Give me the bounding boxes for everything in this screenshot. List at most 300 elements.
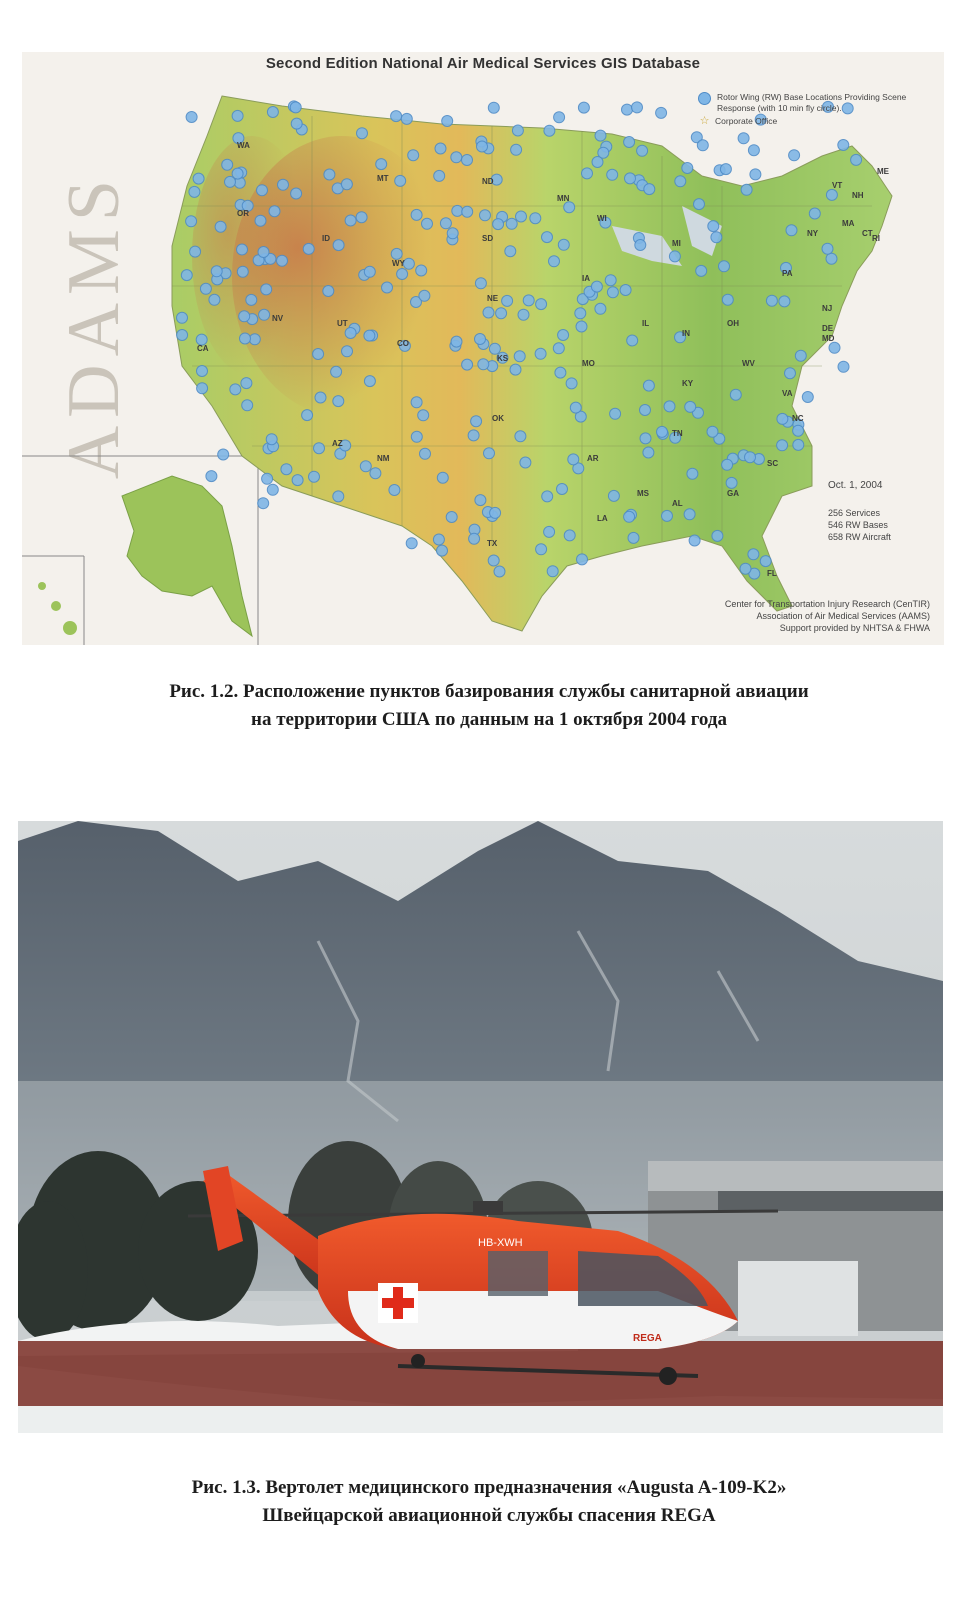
- star-icon: ☆: [699, 115, 710, 127]
- rw-base-dot: [748, 145, 759, 156]
- rw-base-dot: [364, 376, 375, 387]
- rw-base-dot: [644, 184, 655, 195]
- state-label: ME: [877, 167, 889, 176]
- rw-base-dot: [624, 137, 635, 148]
- rw-base-dot: [851, 154, 862, 165]
- rw-base-dot: [261, 284, 272, 295]
- rw-base-dot: [779, 296, 790, 307]
- rw-base-dot: [277, 255, 288, 266]
- state-label: CT: [862, 229, 873, 238]
- rw-base-dot: [591, 281, 602, 292]
- state-label: MA: [842, 219, 855, 228]
- rw-base-dot: [257, 185, 268, 196]
- rw-base-dot: [741, 184, 752, 195]
- caption-line-1: Рис. 1.3. Вертолет медицинского предназначения «Augusta A-109-K2»: [191, 1477, 787, 1498]
- rw-base-dot: [643, 447, 654, 458]
- rw-base-dot: [484, 448, 495, 459]
- rw-base-dot: [240, 333, 251, 344]
- rw-base-dot: [514, 351, 525, 362]
- rw-base-dot: [249, 334, 260, 345]
- rw-base-dot: [488, 102, 499, 113]
- rw-base-dot: [682, 163, 693, 174]
- rw-base-dot: [267, 484, 278, 495]
- rw-base-dot: [549, 256, 560, 267]
- rw-base-dot: [575, 308, 586, 319]
- rw-base-dot: [193, 173, 204, 184]
- rw-base-dot: [793, 439, 804, 450]
- rw-base-dot: [382, 282, 393, 293]
- rw-base-dot: [512, 125, 523, 136]
- state-label: DE: [822, 324, 834, 333]
- rw-base-dot: [258, 498, 269, 509]
- state-label: OH: [727, 319, 739, 328]
- rw-base-dot: [437, 545, 448, 556]
- rw-base-dot: [406, 538, 417, 549]
- rw-base-dot: [689, 535, 700, 546]
- state-label: NJ: [822, 304, 833, 313]
- rw-base-dot: [745, 452, 756, 463]
- rw-base-dot: [239, 311, 250, 322]
- blue-circle-icon: [698, 92, 711, 105]
- rw-base-dot: [694, 199, 705, 210]
- state-label: WV: [742, 359, 755, 368]
- state-label: WA: [237, 141, 250, 150]
- rw-base-dot: [462, 206, 473, 217]
- stat-rw-aircraft: 658 RW Aircraft: [828, 532, 891, 542]
- rw-base-dot: [376, 159, 387, 170]
- rw-base-dot: [610, 408, 621, 419]
- state-label: OK: [492, 414, 504, 423]
- rw-base-dot: [411, 431, 422, 442]
- state-label: VA: [782, 389, 793, 398]
- rw-base-dot: [740, 563, 751, 574]
- rw-base-dot: [505, 246, 516, 257]
- rw-base-dot: [416, 265, 427, 276]
- caption-line-2: Швейцарской авиационной службы спасения REGA: [262, 1505, 716, 1526]
- rw-base-dot: [493, 219, 504, 230]
- rw-base-dot: [838, 361, 849, 372]
- rw-base-dot: [356, 212, 367, 223]
- state-label: OR: [237, 209, 249, 218]
- rw-base-dot: [200, 283, 211, 294]
- rw-base-dot: [793, 425, 804, 436]
- state-label: MI: [672, 239, 681, 248]
- rw-base-dot: [802, 392, 813, 403]
- state-label: ID: [322, 234, 330, 243]
- rw-base-dot: [469, 533, 480, 544]
- legend-label-rw-base: Rotor Wing (RW) Base Locations Providing Scene Response (with 10 min fly circle).: [717, 92, 907, 113]
- rw-base-dot: [206, 471, 217, 482]
- rw-base-dot: [657, 426, 668, 437]
- rw-base-dot: [442, 116, 453, 127]
- rw-base-dot: [333, 396, 344, 407]
- rw-base-dot: [722, 459, 733, 470]
- state-label: ND: [482, 177, 494, 186]
- rw-base-dot: [391, 248, 402, 259]
- map-title: Second Edition National Air Medical Services GIS Database: [265, 55, 701, 72]
- rw-base-dot: [186, 216, 197, 227]
- rw-base-dot: [760, 556, 771, 567]
- figure-1-3-caption: [0, 1474, 978, 1530]
- rw-base-dot: [520, 457, 531, 468]
- rw-base-dot: [669, 251, 680, 262]
- rw-base-dot: [440, 218, 451, 229]
- legend-item-rw-base: [698, 92, 938, 114]
- state-label: NY: [807, 229, 819, 238]
- rw-base-dot: [462, 155, 473, 166]
- state-label: NV: [272, 314, 284, 323]
- state-label: RI: [872, 234, 880, 243]
- rw-base-dot: [607, 169, 618, 180]
- rw-base-dot: [447, 228, 458, 239]
- state-label: IN: [682, 329, 690, 338]
- rw-base-dot: [418, 410, 429, 421]
- rw-base-dot: [258, 247, 269, 258]
- rw-base-dot: [595, 130, 606, 141]
- rw-base-dot: [554, 112, 565, 123]
- rw-base-dot: [333, 240, 344, 251]
- rw-base-dot: [451, 336, 462, 347]
- rw-base-dot: [711, 232, 722, 243]
- state-label: CO: [397, 339, 409, 348]
- rw-base-dot: [777, 440, 788, 451]
- rw-base-dot: [542, 232, 553, 243]
- rw-base-dot: [408, 150, 419, 161]
- rw-base-dot: [471, 416, 482, 427]
- state-label: MT: [377, 174, 389, 183]
- rw-base-dot: [576, 321, 587, 332]
- rw-base-dot: [255, 215, 266, 226]
- rw-base-dot: [664, 401, 675, 412]
- map-credits: [725, 598, 930, 634]
- rw-base-dot: [237, 244, 248, 255]
- rw-base-dot: [262, 473, 273, 484]
- rw-base-dot: [302, 410, 313, 421]
- rw-base-dot: [291, 118, 302, 129]
- rw-base-dot: [186, 112, 197, 123]
- rw-base-dot: [547, 566, 558, 577]
- rw-base-dot: [518, 309, 529, 320]
- rw-base-dot: [490, 507, 501, 518]
- rw-base-dot: [197, 366, 208, 377]
- rw-base-dot: [577, 554, 588, 565]
- rw-base-dot: [684, 509, 695, 520]
- rw-base-dot: [462, 359, 473, 370]
- rw-base-dot: [643, 380, 654, 391]
- rw-base-dot: [291, 188, 302, 199]
- rw-base-dot: [292, 475, 303, 486]
- rw-base-dot: [395, 175, 406, 186]
- rw-base-dot: [433, 534, 444, 545]
- rw-base-dot: [419, 290, 430, 301]
- rw-base-dot: [401, 113, 412, 124]
- rw-base-dot: [189, 186, 200, 197]
- rw-base-dot: [536, 299, 547, 310]
- stat-rw-bases: 546 RW Bases: [828, 520, 888, 530]
- rw-base-dot: [838, 140, 849, 151]
- rw-base-dot: [558, 330, 569, 341]
- state-label: WI: [597, 214, 607, 223]
- rw-base-dot: [605, 275, 616, 286]
- rw-base-dot: [640, 433, 651, 444]
- rw-base-dot: [557, 484, 568, 495]
- rw-base-dot: [364, 330, 375, 341]
- rw-base-dot: [496, 308, 507, 319]
- rw-base-dot: [420, 448, 431, 459]
- credit-centir: Center for Transportation Injury Research (CenTIR): [724, 599, 930, 609]
- state-label: IA: [582, 274, 590, 283]
- rw-base-dot: [726, 477, 737, 488]
- rw-base-dot: [696, 265, 707, 276]
- rw-base-dot: [370, 468, 381, 479]
- rw-base-dot: [738, 133, 749, 144]
- state-label: MD: [822, 334, 835, 343]
- caption-line-1: Рис. 1.2. Расположение пунктов базирования службы санитарной авиации: [169, 681, 809, 702]
- rw-base-dot: [397, 269, 408, 280]
- credit-support: Support provided by NHTSA & FHWA: [779, 623, 930, 633]
- rw-base-dot: [324, 169, 335, 180]
- state-label: NC: [792, 414, 804, 423]
- rw-base-dot: [475, 334, 486, 345]
- rw-base-dot: [542, 491, 553, 502]
- rw-base-dot: [789, 150, 800, 161]
- rw-base-dot: [722, 294, 733, 305]
- state-label: CA: [197, 344, 209, 353]
- rw-base-dot: [640, 405, 651, 416]
- rw-base-dot: [829, 342, 840, 353]
- rw-base-dot: [218, 449, 229, 460]
- state-label: NM: [377, 454, 390, 463]
- rw-base-dot: [558, 239, 569, 250]
- rw-base-dot: [544, 125, 555, 136]
- rw-base-dot: [478, 359, 489, 370]
- rw-base-dot: [309, 471, 320, 482]
- rw-base-dot: [826, 253, 837, 264]
- rw-base-dot: [625, 173, 636, 184]
- rw-base-dot: [795, 350, 806, 361]
- rw-base-dot: [278, 179, 289, 190]
- rw-base-dot: [502, 295, 513, 306]
- state-label: NH: [852, 191, 864, 200]
- rw-base-dot: [437, 472, 448, 483]
- rw-base-dot: [564, 202, 575, 213]
- state-label: TX: [487, 539, 498, 548]
- rw-base-dot: [777, 413, 788, 424]
- rw-base-dot: [620, 285, 631, 296]
- rw-base-dot: [391, 111, 402, 122]
- rw-base-dot: [411, 397, 422, 408]
- state-label: FL: [767, 569, 777, 578]
- state-label: PA: [782, 269, 793, 278]
- rw-base-dot: [564, 530, 575, 541]
- rw-base-dot: [826, 189, 837, 200]
- rw-base-dot: [582, 168, 593, 179]
- rw-base-dot: [345, 215, 356, 226]
- rw-base-dot: [230, 384, 241, 395]
- rw-base-dot: [568, 454, 579, 465]
- rw-base-dot: [719, 261, 730, 272]
- rw-base-dot: [656, 107, 667, 118]
- rw-base-dot: [389, 485, 400, 496]
- rw-base-dot: [435, 143, 446, 154]
- state-label: LA: [597, 514, 608, 523]
- rw-base-dot: [748, 549, 759, 560]
- rw-base-dot: [477, 141, 488, 152]
- helicopter-scene: [18, 821, 943, 1433]
- rw-base-dot: [357, 128, 368, 139]
- rw-base-dot: [553, 343, 564, 354]
- rw-base-dot: [313, 349, 324, 360]
- rw-base-dot: [595, 303, 606, 314]
- rw-base-dot: [822, 243, 833, 254]
- state-label: AZ: [332, 439, 343, 448]
- rw-base-dot: [211, 266, 222, 277]
- rw-base-dot: [315, 392, 326, 403]
- rw-base-dot: [241, 378, 252, 389]
- state-label: IL: [642, 319, 650, 328]
- rw-base-dot: [452, 205, 463, 216]
- rw-base-dot: [364, 266, 375, 277]
- rw-base-dot: [592, 157, 603, 168]
- state-label: MN: [557, 194, 570, 203]
- state-label: VT: [832, 181, 843, 190]
- rw-base-dot: [422, 218, 433, 229]
- state-label: TN: [672, 429, 683, 438]
- rw-base-dot: [494, 566, 505, 577]
- rw-base-dot: [516, 211, 527, 222]
- state-label: UT: [337, 319, 348, 328]
- rw-base-dot: [177, 312, 188, 323]
- rw-base-dot: [269, 206, 280, 217]
- rw-base-dot: [197, 383, 208, 394]
- rw-base-dot: [536, 544, 547, 555]
- state-label: KY: [682, 379, 694, 388]
- rw-base-dot: [530, 213, 541, 224]
- rw-base-dot: [697, 140, 708, 151]
- rw-base-dot: [622, 104, 633, 115]
- rw-base-dot: [555, 367, 566, 378]
- rw-base-dot: [730, 389, 741, 400]
- rw-base-dot: [341, 179, 352, 190]
- credit-aams: Association of Air Medical Services (AAMS): [756, 611, 930, 621]
- us-map: [22, 76, 944, 645]
- rw-base-dot: [570, 402, 581, 413]
- state-label: SD: [482, 234, 494, 243]
- rw-base-dot: [303, 243, 314, 254]
- rw-base-dot: [523, 295, 534, 306]
- alaska-shape: [122, 476, 252, 636]
- map-legend: [698, 92, 938, 129]
- rw-base-dot: [475, 495, 486, 506]
- rw-base-dot: [446, 512, 457, 523]
- rw-base-dot: [489, 343, 500, 354]
- rw-base-dot: [360, 461, 371, 472]
- legend-item-corporate: [698, 116, 938, 127]
- rw-base-dot: [181, 270, 192, 281]
- rega-helicopter-photo: [18, 821, 943, 1433]
- us-air-medical-map-figure: [22, 52, 944, 645]
- rw-base-dot: [608, 490, 619, 501]
- rw-base-dot: [635, 240, 646, 251]
- rw-base-dot: [675, 176, 686, 187]
- rw-base-dot: [331, 366, 342, 377]
- rw-base-dot: [632, 102, 643, 113]
- rw-base-dot: [434, 170, 445, 181]
- rw-base-dot: [786, 225, 797, 236]
- rw-base-dot: [712, 530, 723, 541]
- state-label: KS: [497, 354, 509, 363]
- rw-base-dot: [225, 176, 236, 187]
- rw-base-dot: [750, 169, 761, 180]
- map-date: Oct. 1, 2004: [828, 480, 883, 491]
- rw-base-dot: [267, 107, 278, 118]
- rw-base-dot: [707, 426, 718, 437]
- state-label: WY: [392, 259, 405, 268]
- rw-base-dot: [403, 258, 414, 269]
- rw-base-dot: [177, 330, 188, 341]
- rw-base-dot: [342, 346, 353, 357]
- rw-base-dot: [506, 218, 517, 229]
- rw-base-dot: [488, 555, 499, 566]
- figure-1-2-caption: [0, 678, 978, 734]
- state-label: AR: [587, 454, 599, 463]
- rw-base-dot: [209, 294, 220, 305]
- rw-base-dot: [637, 145, 648, 156]
- rw-base-dot: [411, 209, 422, 220]
- rw-base-dot: [607, 287, 618, 298]
- rw-base-dot: [468, 430, 479, 441]
- rw-base-dot: [708, 221, 719, 232]
- rw-base-dot: [628, 532, 639, 543]
- rw-base-dot: [266, 434, 277, 445]
- registration-text: HB-XWH: [478, 1237, 523, 1249]
- rw-base-dot: [190, 246, 201, 257]
- adams-watermark: ADAMS: [53, 172, 135, 480]
- rega-tail-text: REGA: [633, 1333, 662, 1344]
- rw-base-dot: [544, 526, 555, 537]
- rw-base-dot: [627, 335, 638, 346]
- rw-base-dot: [511, 144, 522, 155]
- state-label: MO: [582, 359, 595, 368]
- rw-base-dot: [662, 510, 673, 521]
- state-label: AL: [672, 499, 683, 508]
- state-label: MS: [637, 489, 649, 498]
- rw-base-dot: [314, 443, 325, 454]
- state-label: NE: [487, 294, 499, 303]
- rw-base-dot: [766, 295, 777, 306]
- rw-base-dot: [687, 468, 698, 479]
- state-label: SC: [767, 459, 779, 468]
- map-stats: [828, 507, 891, 543]
- rw-base-dot: [475, 278, 486, 289]
- rw-base-dot: [515, 431, 526, 442]
- rw-base-dot: [246, 294, 257, 305]
- legend-label-corporate: Corporate Office: [715, 116, 778, 126]
- state-label: GA: [727, 489, 739, 498]
- rw-base-dot: [323, 286, 334, 297]
- rw-base-dot: [259, 309, 270, 320]
- rw-base-dot: [510, 364, 521, 375]
- rw-base-dot: [578, 102, 589, 113]
- rw-base-dot: [535, 348, 546, 359]
- stat-services: 256 Services: [828, 508, 881, 518]
- rw-base-dot: [451, 152, 462, 163]
- rw-base-dot: [232, 110, 243, 121]
- rw-base-dot: [480, 210, 491, 221]
- rw-base-dot: [624, 511, 635, 522]
- rw-base-dot: [345, 328, 356, 339]
- rw-base-dot: [566, 378, 577, 389]
